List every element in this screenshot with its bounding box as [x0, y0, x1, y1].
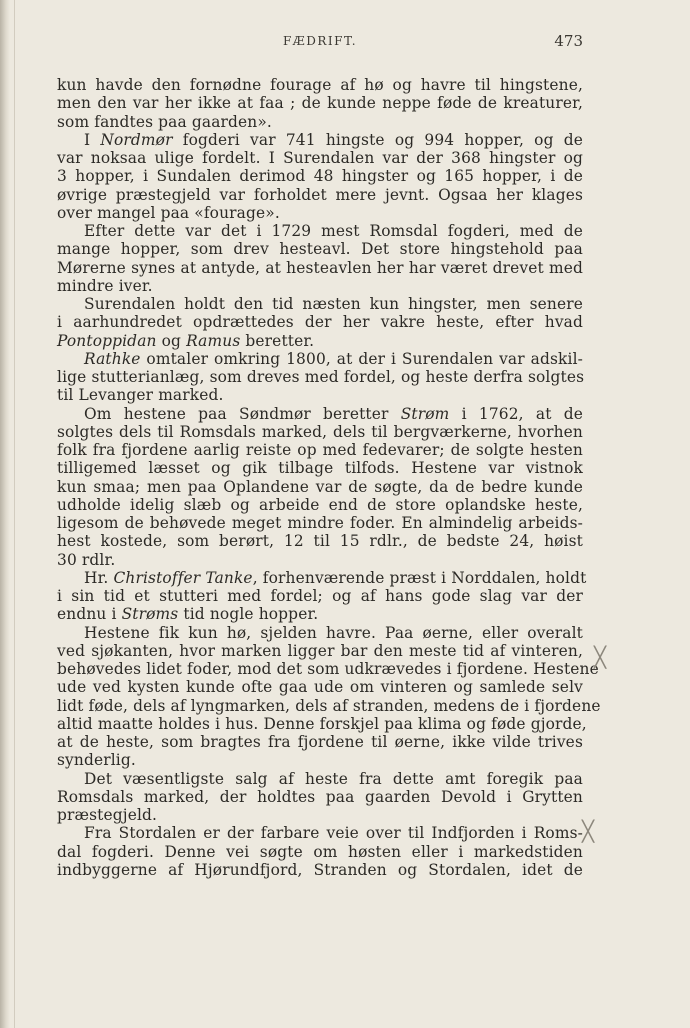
text-span: i 1762, at de: [449, 404, 583, 423]
running-title: FÆDRIFT.: [282, 34, 358, 48]
text-span: fogderi var 741 hingste og 994 hopper, og de: [172, 130, 583, 149]
text-line: til Levanger marked.: [57, 386, 224, 405]
text-line: præstegjeld.: [57, 806, 158, 824]
text-line: Mørerne synes at antyde, at hesteavlen her har været drevet med: [57, 258, 583, 277]
text-span: Hr.: [84, 568, 114, 587]
text-line: Romsdals marked, der holdtes paa gaarden Devold i Grytten: [57, 787, 583, 806]
text-line: Hestene fik kun hø, sjelden havre. Paa øerne, eller overalt: [84, 623, 583, 642]
text-line: i aarhundredet opdrættedes der her vakre heste, efter hvad: [57, 313, 583, 332]
text-line: Fra Stordalen er der farbare veie over til Indfjorden i Roms-: [84, 824, 583, 843]
text-line: tilligemed læsset og gik tilbage tilfods. Hestene var vistnok: [57, 459, 583, 478]
text-line: i sin tid et stutteri med fordel; og af hans gode slag var der: [57, 587, 583, 605]
text-line: altid maatte holdes i hus. Denne forskjel paa klima og føde gjorde,: [57, 714, 587, 733]
text-line: at de heste, som bragtes fra fjordene til øerne, ikke vilde trives: [57, 733, 583, 751]
text-line: synderlig.: [57, 751, 136, 770]
text-span: og: [156, 331, 187, 350]
italic-name: Strøm: [400, 404, 450, 423]
text-span: omtaler omkring 1800, at der i Surendalen var adskil-: [140, 349, 583, 368]
text-line: 30 rdlr.: [57, 550, 116, 569]
text-line: [57, 605, 583, 623]
text-line: men den var her ikke at faa ; de kunde neppe føde de kreaturer,: [57, 94, 583, 113]
text-line: udholde idelig slæb og arbeide end de store oplandske heste,: [57, 495, 583, 514]
text-line: over mangel paa «fourage».: [57, 203, 280, 222]
text-line: [57, 131, 583, 149]
page-number: 473: [554, 32, 583, 50]
text-line: [57, 405, 583, 423]
text-line: 3 hopper, i Sundalen derimod 48 hingster og 165 hopper, i de: [57, 167, 583, 186]
text-line: folk fra fjordene aarlig reiste op med fedevarer; de solgte hesten: [57, 441, 583, 459]
text-span: I: [84, 130, 101, 149]
page-header: [57, 34, 583, 54]
margin-pencil-mark: ╳: [582, 819, 595, 843]
text-line: lidt føde, dels af lyngmarken, dels af stranden, medens de i fjordene: [57, 696, 601, 715]
text-line: dal fogderi. Denne vei søgte om høsten eller i markedstiden: [57, 842, 583, 861]
italic-name: Nordmør: [100, 130, 173, 149]
text-span: Om hestene paa Søndmør beretter: [84, 404, 401, 423]
text-line: kun smaa; men paa Oplandene var de søgte, da de bedre kunde: [57, 477, 583, 496]
text-line: var noksaa ulige fordelt. I Surendalen var der 368 hingster og: [57, 149, 583, 167]
text-line: øvrige præstegjeld var forholdet mere jevnt. Ogsaa her klages: [57, 185, 583, 204]
text-line: mindre iver.: [57, 276, 153, 295]
text-line: kun havde den fornødne fourage af hø og havre til hingstene,: [57, 76, 583, 94]
italic-name: Ramus: [186, 331, 241, 350]
italic-name: Strøms: [121, 605, 179, 624]
italic-name: Christoffer Tanke: [113, 568, 253, 587]
text-line: [57, 568, 587, 587]
text-line: solgtes dels til Romsdals marked, dels til bergværkerne, hvorhen: [57, 422, 583, 441]
text-span: beretter.: [240, 331, 315, 350]
text-line: [57, 350, 583, 368]
text-span: endnu i: [57, 605, 122, 624]
text-line: Det væsentligste salg af heste fra dette amt foregik paa: [84, 769, 583, 788]
text-line: mange hopper, som drev hesteavl. Det store hingstehold paa: [57, 240, 583, 259]
text-line: Surendalen holdt den tid næsten kun hingster, men senere: [84, 295, 583, 313]
text-line: behøvedes lidet foder, mod det som udkrævedes i fjordene. Hestene: [57, 660, 599, 678]
page-binding-line: [14, 0, 15, 1028]
text-line: ude ved kysten kunde ofte gaa ude om vinteren og samlede selv: [57, 678, 583, 697]
text-line: hest kostede, som berørt, 12 til 15 rdlr., de bedste 24, høist: [57, 532, 583, 551]
text-line: Efter dette var det i 1729 mest Romsdal fogderi, med de: [84, 222, 583, 240]
italic-name: Pontoppidan: [57, 331, 157, 350]
text-line: ved sjøkanten, hvor marken ligger bar den meste tid af vinteren,: [57, 641, 583, 660]
text-span: , forhenværende præst i Norddalen, holdt: [252, 568, 587, 587]
text-line: ligesom de behøvede meget mindre foder. En almindelig arbeids-: [57, 514, 583, 532]
text-line: som fandtes paa gaarden».: [57, 112, 272, 131]
italic-name: Rathke: [84, 349, 141, 368]
page-binding-edge: [0, 0, 10, 1028]
margin-pencil-mark: ╳: [594, 645, 607, 669]
body-text: [57, 76, 601, 879]
text-line: [57, 332, 583, 350]
text-line: lige stutterianlæg, som dreves med fordel, og heste derfra solgtes: [57, 368, 585, 386]
text-span: tid nogle hopper.: [178, 605, 319, 624]
text-line: indbyggerne af Hjørundfjord, Stranden og Stordalen, idet de: [57, 860, 583, 879]
